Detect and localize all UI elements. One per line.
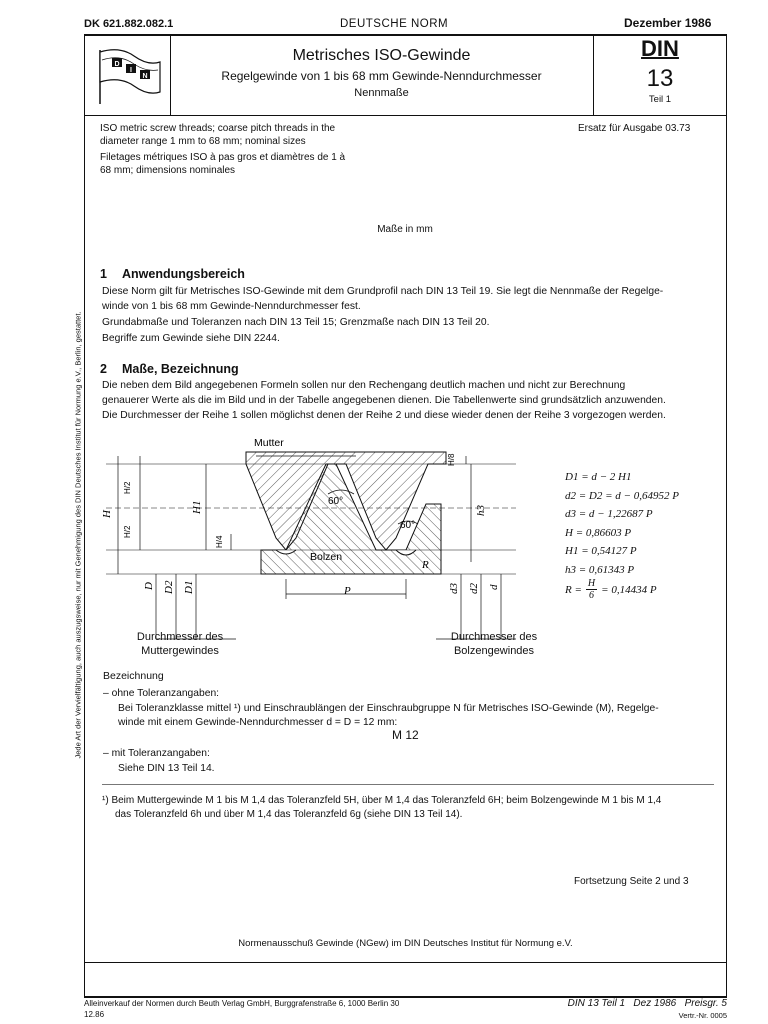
bezeichnung-item1-text-b: winde mit einem Gewinde-Nenndurchmesser d = D = 12 mm: bbox=[118, 717, 398, 728]
section2-para1b: genauerer Werte als die im Bild und in der Tabelle angegebenen dienen. Die Tabellenwerte sind grundsätzlich anzuwenden. bbox=[102, 395, 666, 406]
formula-d3: d3 = d − 1,22687 P bbox=[565, 508, 653, 520]
copyright-sidebar bbox=[72, 255, 84, 815]
section1-number: 1 bbox=[100, 267, 107, 281]
caption-nut-line2: Muttergewindes bbox=[141, 645, 219, 657]
figure-label-P: P bbox=[344, 585, 351, 597]
figure-label-d: d bbox=[488, 584, 500, 590]
logo-lettering: D bbox=[114, 61, 120, 68]
formula-R-suffix: = 0,14434 P bbox=[601, 583, 657, 596]
footer-vertr: Vertr.-Nr. 0005 bbox=[678, 1011, 727, 1020]
figure-label-d2: d2 bbox=[468, 583, 480, 594]
figure-label-R: R bbox=[422, 559, 429, 571]
formula-H1: H1 = 0,54127 P bbox=[565, 545, 637, 557]
norm-label: DEUTSCHE NORM bbox=[340, 18, 449, 30]
formula-d2: d2 = D2 = d − 0,64952 P bbox=[565, 489, 679, 502]
ersatz-note: Ersatz für Ausgabe 03.73 bbox=[578, 123, 691, 134]
formula-list bbox=[565, 468, 679, 579]
section2-number: 2 bbox=[100, 362, 107, 376]
figure-label-mutter: Mutter bbox=[254, 437, 284, 449]
section1-para1b: winde von 1 bis 68 mm Gewinde-Nenndurchmesser fest. bbox=[102, 301, 361, 312]
formula-D1: D1 = d − 2 H1 bbox=[565, 471, 632, 483]
figure-label-angle2: 60° bbox=[400, 520, 416, 531]
formula-H: H = 0,86603 P bbox=[565, 526, 632, 539]
figure-label-D2: D2 bbox=[163, 580, 175, 594]
section1-para1a: Diese Norm gilt für Metrisches ISO-Gewinde mit dem Grundprofil nach DIN 13 Teil 19. Sie legt die Nennmaße der Regelge- bbox=[102, 286, 664, 297]
formula-R bbox=[565, 578, 657, 601]
header-right-rule bbox=[726, 34, 727, 116]
header-left-rule bbox=[84, 34, 85, 116]
units-note: Maße in mm bbox=[377, 224, 433, 235]
footnote-line1: ¹) Beim Muttergewinde M 1 bis M 1,4 das Toleranzfeld 5H, über M 1,4 das Toleranzfeld 6H; beim Bolzengewinde M 1 bis M 1,4 bbox=[102, 795, 662, 806]
footer-left-rule bbox=[84, 962, 85, 997]
formula-R-fraction bbox=[586, 578, 597, 601]
bezeichnung-title: Bezeichnung bbox=[103, 670, 164, 682]
caption-bolt-line1: Durchmesser des bbox=[450, 631, 538, 643]
figure-label-D1: D1 bbox=[183, 580, 195, 594]
formula-R-denominator: 6 bbox=[589, 590, 595, 601]
teil-label: Teil 1 bbox=[648, 94, 672, 105]
figure-label-h3: h3 bbox=[475, 505, 487, 516]
din-number: 13 bbox=[646, 65, 674, 92]
formula-h3: h3 = 0,61343 P bbox=[565, 563, 635, 576]
figure-label-D: D bbox=[143, 582, 155, 590]
caption-nut-line1: Durchmesser des bbox=[136, 631, 224, 643]
bezeichnung-item2-text: Siehe DIN 13 Teil 14. bbox=[118, 763, 215, 774]
page-right-rule bbox=[726, 116, 727, 962]
caption-bolt-line2: Bolzengewindes bbox=[453, 645, 535, 657]
copyright-sidebar-text: Jede Art der Vervielfältigung, auch auszugsweise, nur mit Genehmigung des DIN Deutsches Institut für Normung e.V., Berlin, gestattet. bbox=[73, 311, 83, 759]
page-left-rule bbox=[84, 116, 85, 962]
section1-para2: Grundabmaße und Toleranzen nach DIN 13 Teil 15; Grenzmaße nach DIN 13 Teil 20. bbox=[102, 317, 490, 328]
svg-text:I: I bbox=[130, 67, 132, 74]
section1-para3: Begriffe zum Gewinde siehe DIN 2244. bbox=[102, 333, 280, 344]
english-title-line2: diameter range 1 mm to 68 mm; nominal sizes bbox=[100, 136, 306, 147]
french-title-line1: Filetages métriques ISO à pas gros et diamètres de 1 à bbox=[100, 152, 346, 163]
footer-right-rule bbox=[726, 962, 727, 997]
bezeichnung-item1: – ohne Toleranzangaben: bbox=[103, 688, 220, 699]
document-title: Metrisches ISO-Gewinde bbox=[292, 47, 471, 64]
dk-number: DK 621.882.082.1 bbox=[84, 18, 174, 30]
din-flag-logo bbox=[90, 42, 164, 108]
figure-label-d3: d3 bbox=[448, 583, 460, 594]
footer-publisher: Alleinverkauf der Normen durch Beuth Verlag GmbH, Burggrafenstraße 6, 1000 Berlin 30 bbox=[84, 999, 400, 1008]
figure-label-h2a: H/2 bbox=[123, 481, 132, 494]
footer-code: 12.86 bbox=[84, 1010, 105, 1019]
figure-label-h8: H/8 bbox=[447, 453, 456, 466]
english-title-line1: ISO metric screw threads; coarse pitch threads in the bbox=[100, 123, 336, 134]
section2-para1c: Die Durchmesser der Reihe 1 sollen möglichst denen der Reihe 2 und diese wieder denen der Reihe 3 vorgezogen werden. bbox=[102, 410, 666, 421]
header-bottom-rule bbox=[84, 115, 727, 116]
thread-profile-figure bbox=[96, 434, 536, 662]
bezeichnung-item1-text-a: Bei Toleranzklasse mittel ¹) und Einschraublängen der Einschraubgruppe N für Metrisches ISO-Gewinde (M), Regelge- bbox=[118, 703, 659, 714]
french-title-line2: 68 mm; dimensions nominales bbox=[100, 165, 236, 176]
din-label: DIN bbox=[641, 36, 679, 61]
section2-heading: Maße, Bezeichnung bbox=[122, 362, 239, 376]
committee-note: Normenausschuß Gewinde (NGew) im DIN Deutsches Institut für Normung e.V. bbox=[238, 938, 573, 949]
figure-label-bolzen: Bolzen bbox=[310, 551, 343, 563]
footer-top-rule bbox=[84, 962, 727, 963]
m12-designation: M 12 bbox=[392, 728, 419, 742]
date-label: Dezember 1986 bbox=[624, 16, 712, 30]
formula-R-prefix: R = bbox=[565, 583, 582, 596]
continuation-note: Fortsetzung Seite 2 und 3 bbox=[574, 876, 689, 887]
footer-din-ref: DIN 13 Teil 1 Dez 1986 Preisgr. 5 bbox=[567, 998, 727, 1009]
figure-label-H1: H1 bbox=[191, 500, 203, 514]
section2-para1a: Die neben dem Bild angegebenen Formeln sollen nur den Rechengang deutlich machen und nicht zur Berechnung bbox=[102, 380, 626, 391]
section1-heading: Anwendungsbereich bbox=[122, 267, 245, 281]
figure-label-h4: H/4 bbox=[215, 535, 224, 548]
figure-label-h2b: H/2 bbox=[123, 525, 132, 538]
figure-label-angle1: 60° bbox=[328, 496, 344, 507]
footnote-line2: das Toleranzfeld 6h und über M 1,4 das Toleranzfeld 6g (siehe DIN 13 Teil 14). bbox=[115, 809, 463, 820]
formula-R-numerator: H bbox=[587, 578, 596, 589]
document-subtitle2: Nennmaße bbox=[354, 87, 409, 99]
document-subtitle: Regelgewinde von 1 bis 68 mm Gewinde-Nenndurchmesser bbox=[221, 69, 542, 83]
figure-label-H: H bbox=[101, 510, 113, 518]
bezeichnung-item2: – mit Toleranzangaben: bbox=[103, 748, 210, 759]
svg-text:N: N bbox=[142, 73, 148, 80]
footnote-rule bbox=[102, 784, 714, 785]
